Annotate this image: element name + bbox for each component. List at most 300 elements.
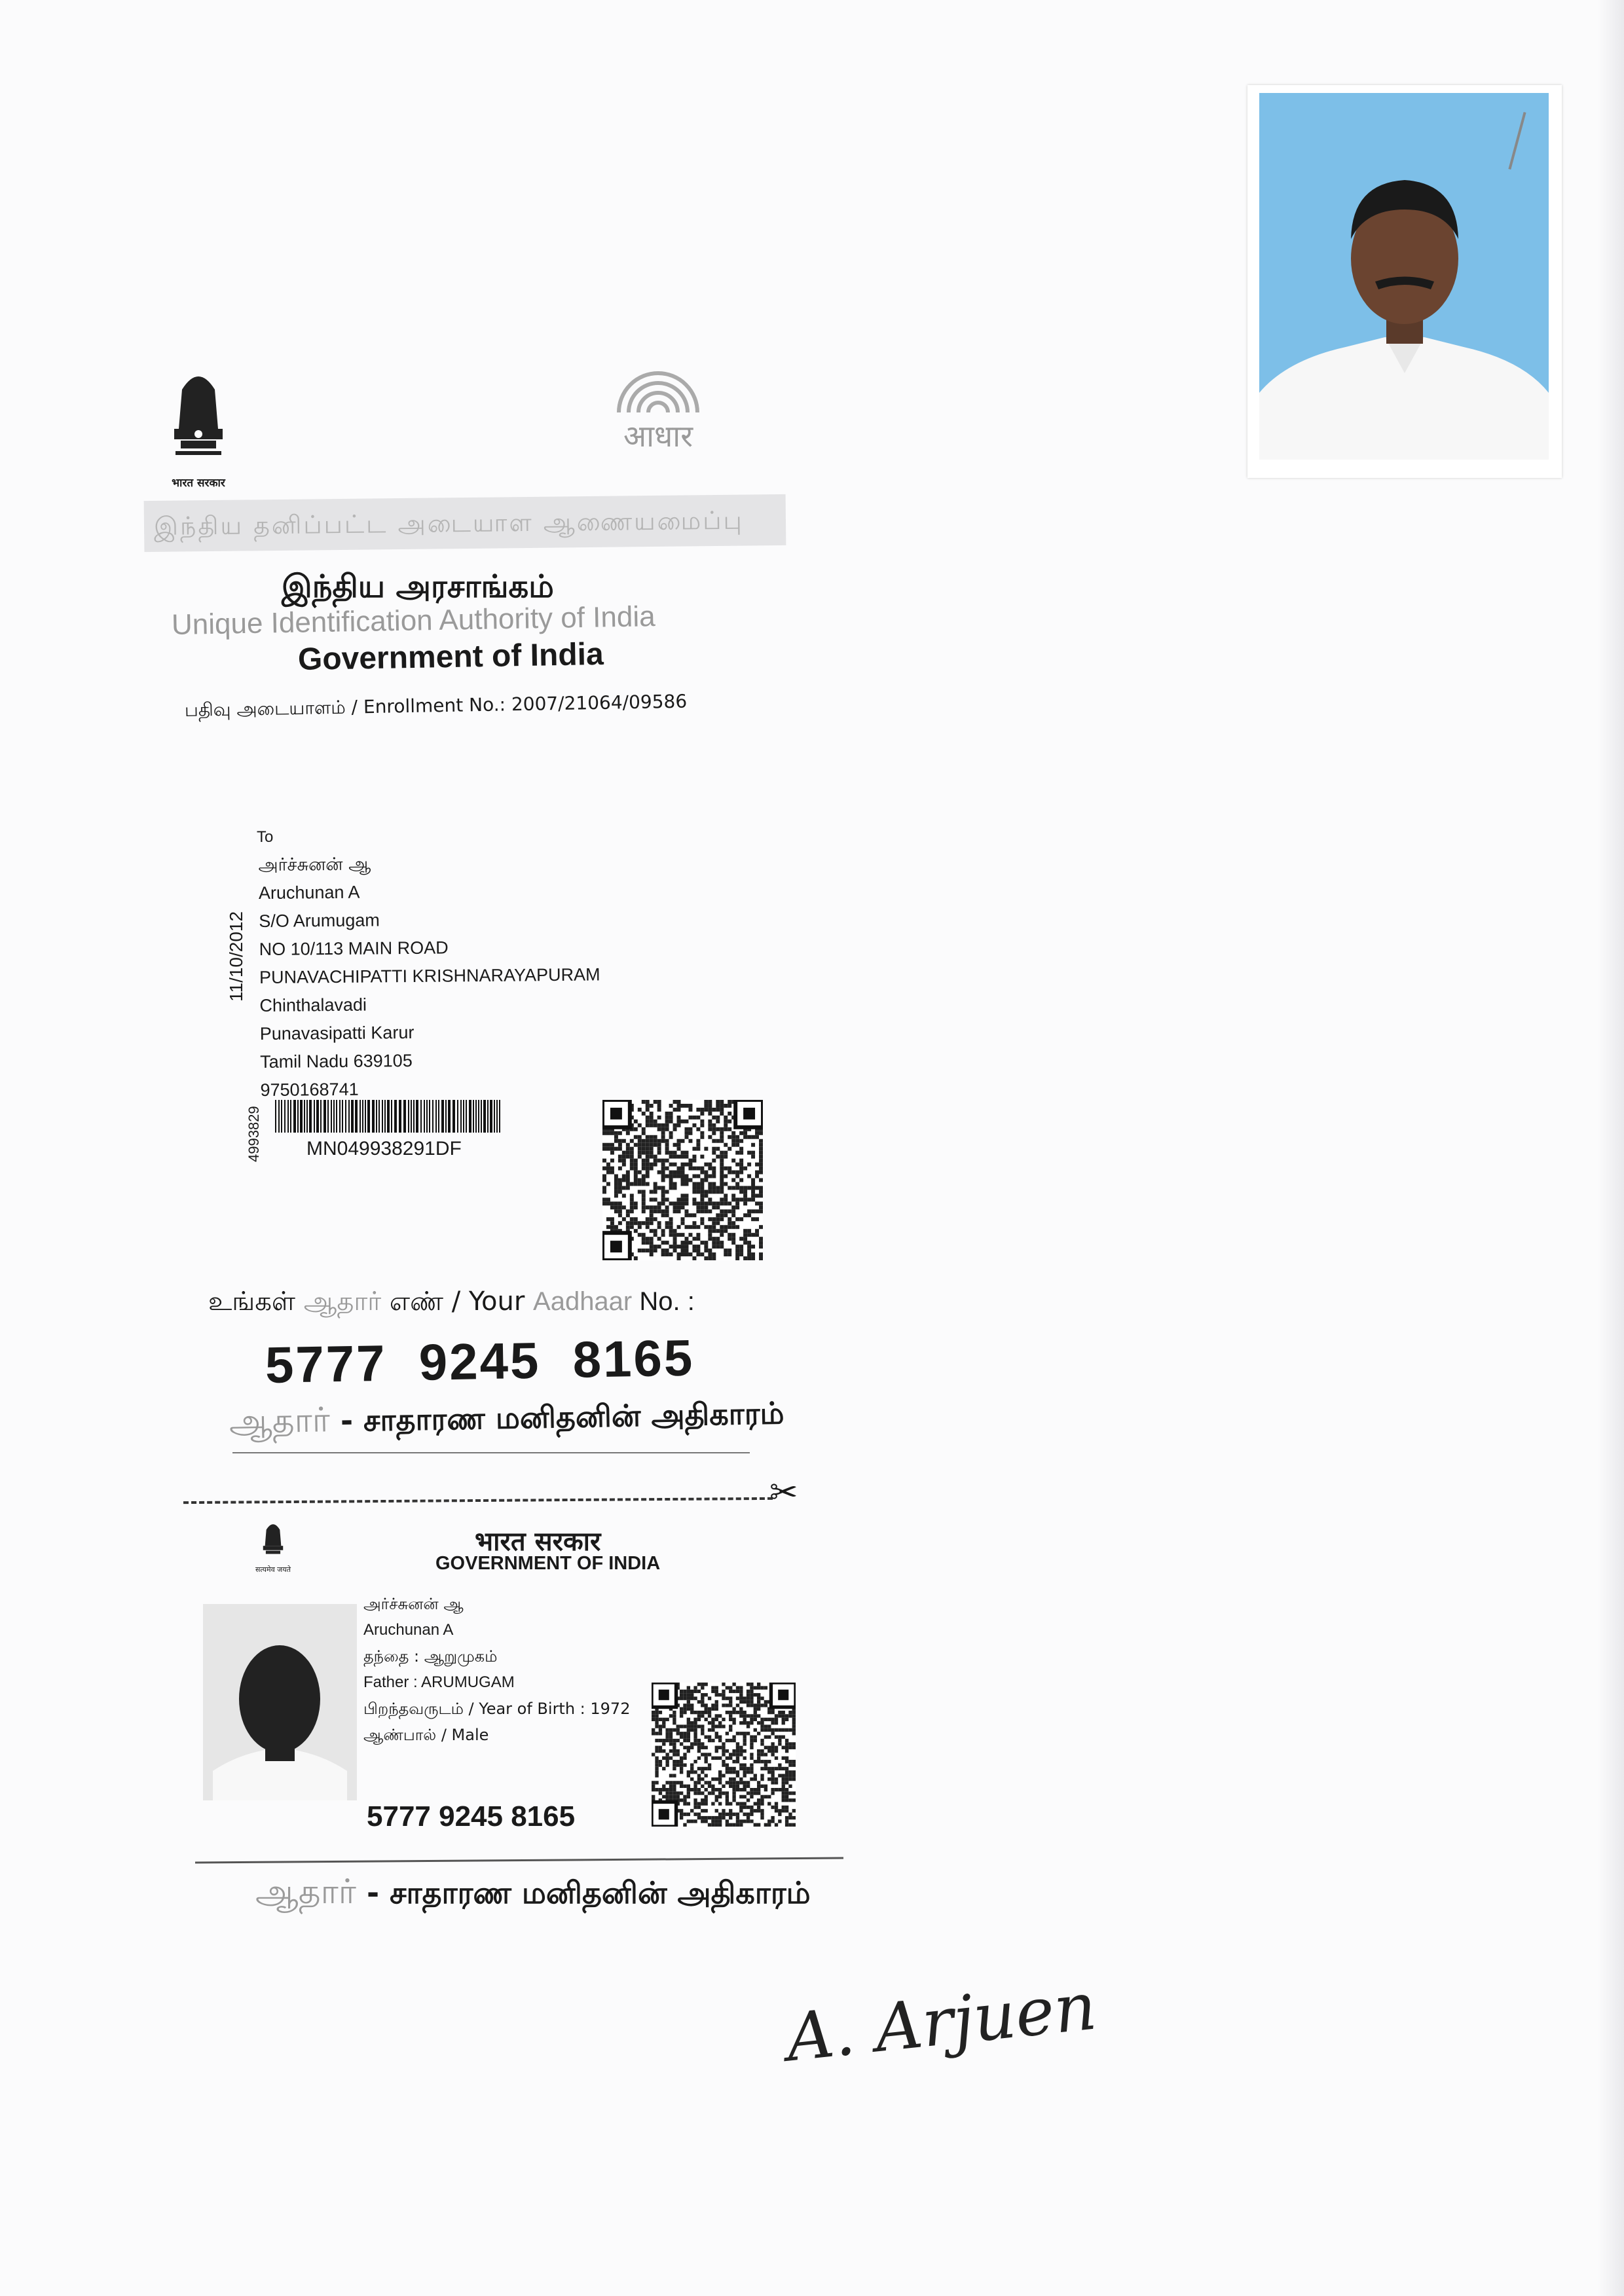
qr-module (704, 1704, 707, 1707)
qr-module (743, 1757, 747, 1760)
qr-module (642, 1112, 646, 1116)
qr-module (673, 1155, 677, 1159)
qr-module (747, 1245, 751, 1248)
qr-module (718, 1693, 722, 1696)
qr-module (729, 1770, 732, 1774)
qr-module (747, 1813, 750, 1816)
qr-module (715, 1700, 718, 1704)
qr-module (690, 1690, 693, 1693)
qr-module (683, 1732, 686, 1735)
qr-module (743, 1732, 747, 1735)
qr-module (665, 1781, 669, 1784)
qr-module (715, 1798, 718, 1802)
qr-module (712, 1123, 716, 1127)
qr-module (690, 1819, 693, 1823)
qr-module (684, 1241, 688, 1245)
barcode-bar (345, 1100, 346, 1133)
qr-module (652, 1753, 655, 1756)
qr-module (743, 1802, 747, 1805)
qr-finder-center (610, 1108, 622, 1120)
qr-module (638, 1155, 642, 1159)
qr-module (726, 1795, 729, 1798)
qr-module (662, 1795, 665, 1798)
qr-module (669, 1163, 673, 1167)
qr-module (630, 1221, 634, 1225)
qr-module (673, 1711, 676, 1714)
qr-module (652, 1785, 655, 1788)
qr-module (673, 1791, 676, 1795)
qr-module (618, 1159, 622, 1163)
qr-module (736, 1785, 739, 1788)
qr-module (683, 1711, 686, 1714)
qr-module (642, 1147, 646, 1151)
qr-module (716, 1201, 720, 1205)
qr-module (690, 1728, 693, 1732)
barcode-bar (490, 1100, 492, 1133)
qr-module (728, 1201, 731, 1205)
qr-module (669, 1151, 673, 1155)
qr-module (715, 1823, 718, 1827)
qr-module (696, 1116, 700, 1120)
barcode-bar (435, 1100, 437, 1133)
qr-module (782, 1757, 785, 1760)
qr-module (708, 1186, 712, 1190)
qr-module (715, 1816, 718, 1819)
barcode-bar (475, 1100, 477, 1133)
qr-module (739, 1245, 743, 1248)
qr-module (708, 1217, 712, 1221)
qr-module (690, 1777, 693, 1781)
qr-module (687, 1770, 690, 1774)
qr-module (792, 1732, 796, 1735)
qr-module (661, 1167, 665, 1171)
qr-module (726, 1686, 729, 1689)
qr-module (755, 1233, 759, 1237)
qr-module (630, 1205, 634, 1209)
qr-module (724, 1182, 728, 1186)
qr-module (606, 1182, 610, 1186)
qr-module (750, 1746, 753, 1749)
qr-module (638, 1248, 642, 1252)
qr-module (724, 1213, 728, 1217)
qr-module (711, 1823, 714, 1827)
address-line: Punavasipatti Karur (259, 1022, 415, 1044)
qr-module (692, 1221, 696, 1225)
qr-module (729, 1711, 732, 1714)
qr-module (634, 1178, 638, 1182)
qr-module (712, 1241, 716, 1245)
qr-module (610, 1143, 614, 1147)
qr-module (622, 1178, 626, 1182)
qr-module (743, 1770, 747, 1774)
qr-module (680, 1791, 683, 1795)
qr-module (697, 1813, 701, 1816)
qr-module (750, 1683, 753, 1686)
qr-module (646, 1205, 650, 1209)
qr-module (778, 1739, 781, 1742)
qr-module (757, 1760, 760, 1763)
qr-module (718, 1777, 722, 1781)
qr-module (677, 1104, 681, 1108)
qr-module (690, 1763, 693, 1766)
qr-module (751, 1217, 755, 1221)
qr-module (638, 1123, 642, 1127)
qr-module (630, 1217, 634, 1221)
barcode-bar (382, 1100, 383, 1133)
qr-module (732, 1798, 735, 1802)
qr-module (782, 1774, 785, 1777)
qr-module (614, 1186, 618, 1190)
qr-module (704, 1753, 707, 1756)
qr-module (767, 1819, 771, 1823)
qr-module (771, 1788, 774, 1791)
qr-module (708, 1201, 712, 1205)
qr-module (735, 1163, 739, 1167)
qr-module (657, 1245, 661, 1248)
qr-module (751, 1190, 755, 1194)
qr-module (708, 1237, 712, 1241)
qr-module (700, 1205, 704, 1209)
qr-module (760, 1753, 764, 1756)
qr-module (669, 1135, 673, 1139)
qr-module (771, 1781, 774, 1784)
barcode-bar (278, 1100, 280, 1133)
qr-module (743, 1700, 747, 1704)
qr-module (642, 1178, 646, 1182)
qr-module (683, 1693, 686, 1696)
qr-module (778, 1711, 781, 1714)
qr-module (642, 1163, 646, 1167)
qr-module (718, 1819, 722, 1823)
qr-module (743, 1767, 747, 1770)
qr-module (747, 1700, 750, 1704)
qr-module (739, 1823, 743, 1827)
qr-module (665, 1190, 669, 1194)
qr-module (690, 1742, 693, 1745)
qr-module (618, 1213, 622, 1217)
qr-module (788, 1760, 792, 1763)
qr-module (750, 1690, 753, 1693)
qr-module (775, 1809, 778, 1812)
qr-module (701, 1819, 704, 1823)
qr-module (739, 1217, 743, 1221)
qr-module (618, 1167, 622, 1171)
qr-module (677, 1197, 681, 1201)
qr-module (650, 1241, 654, 1245)
qr-module (614, 1190, 618, 1194)
qr-module (722, 1683, 725, 1686)
qr-module (724, 1167, 728, 1171)
barcode-bar (320, 1100, 322, 1133)
qr-module (665, 1151, 669, 1155)
qr-module (726, 1732, 729, 1735)
qr-module (778, 1774, 781, 1777)
qr-module (693, 1696, 697, 1700)
qr-module (757, 1696, 760, 1700)
qr-module (654, 1120, 657, 1123)
qr-module (704, 1788, 707, 1791)
qr-module (728, 1252, 731, 1256)
qr-module (681, 1167, 685, 1171)
qr-module (760, 1696, 764, 1700)
qr-module (771, 1753, 774, 1756)
qr-module (683, 1763, 686, 1766)
qr-module (610, 1131, 614, 1135)
qr-module (704, 1735, 707, 1738)
qr-module (673, 1746, 676, 1749)
qr-module (634, 1127, 638, 1131)
qr-module (630, 1139, 634, 1143)
qr-module (747, 1163, 751, 1167)
qr-module (677, 1100, 681, 1104)
qr-module (785, 1806, 788, 1809)
qr-module (696, 1201, 700, 1205)
qr-module (677, 1233, 681, 1237)
qr-module (687, 1795, 690, 1798)
qr-module (767, 1746, 771, 1749)
qr-module (704, 1171, 708, 1175)
barcode-bar (487, 1100, 489, 1133)
qr-module (646, 1123, 650, 1127)
qr-module (718, 1816, 722, 1819)
qr-module (764, 1823, 767, 1827)
qr-module (650, 1104, 654, 1108)
qr-module (669, 1112, 673, 1116)
qr-module (739, 1763, 743, 1766)
qr-module (693, 1742, 697, 1745)
qr-module (729, 1802, 732, 1805)
qr-module (743, 1135, 747, 1139)
qr-module (684, 1197, 688, 1201)
qr-module (692, 1123, 696, 1127)
qr-module (693, 1690, 697, 1693)
qr-module (792, 1721, 796, 1724)
qr-module (700, 1190, 704, 1194)
qr-module (722, 1774, 725, 1777)
qr-module (722, 1746, 725, 1749)
card-emblem (244, 1519, 303, 1575)
qr-module (654, 1233, 657, 1237)
qr-module (729, 1714, 732, 1717)
qr-module (673, 1209, 677, 1213)
qr-module (722, 1791, 725, 1795)
qr-module (757, 1788, 760, 1791)
qr-module (638, 1171, 642, 1175)
qr-module (662, 1749, 665, 1753)
qr-module (634, 1217, 638, 1221)
qr-module (715, 1718, 718, 1721)
barcode-bar (323, 1100, 326, 1133)
qr-module (722, 1693, 725, 1696)
qr-module (696, 1233, 700, 1237)
qr-module (669, 1245, 673, 1248)
qr-module (688, 1225, 692, 1229)
qr-module (602, 1186, 606, 1190)
qr-module (669, 1735, 673, 1738)
qr-module (743, 1131, 747, 1135)
qr-module (771, 1819, 774, 1823)
qr-module (700, 1182, 704, 1186)
qr-module (687, 1696, 690, 1700)
qr-module (697, 1711, 701, 1714)
qr-module (747, 1690, 750, 1693)
qr-module (760, 1813, 764, 1816)
qr-module (684, 1135, 688, 1139)
qr-module (720, 1159, 724, 1163)
qr-module (697, 1802, 701, 1805)
qr-module (657, 1209, 661, 1213)
qr-module (646, 1104, 650, 1108)
qr-module (782, 1788, 785, 1791)
qr-module (743, 1186, 747, 1190)
qr-module (792, 1823, 796, 1827)
qr-module (704, 1816, 707, 1819)
qr-module (704, 1178, 708, 1182)
qr-module (792, 1798, 796, 1802)
qr-module (767, 1802, 771, 1805)
qr-module (743, 1233, 747, 1237)
qr-module (700, 1120, 704, 1123)
qr-module (718, 1795, 722, 1798)
barcode-bar (387, 1100, 390, 1133)
qr-module (687, 1746, 690, 1749)
qr-module (720, 1190, 724, 1194)
your-aadhaar-tamil-2: ஆதார் (303, 1286, 390, 1317)
barcode-bar (355, 1100, 358, 1133)
qr-module (665, 1221, 669, 1225)
qr-finder-center (659, 1809, 669, 1819)
barcode-bar (293, 1100, 296, 1133)
qr-module (755, 1209, 759, 1213)
qr-module (673, 1728, 676, 1732)
qr-module (711, 1785, 714, 1788)
qr-module (750, 1714, 753, 1717)
qr-module (673, 1175, 677, 1178)
qr-module (669, 1131, 673, 1135)
barcode (275, 1100, 504, 1133)
qr-module (701, 1696, 704, 1700)
qr-module (735, 1225, 739, 1229)
qr-module (704, 1707, 707, 1711)
qr-module (722, 1749, 725, 1753)
qr-module (715, 1724, 718, 1728)
qr-module (735, 1201, 739, 1205)
qr-module (687, 1728, 690, 1732)
qr-module (704, 1147, 708, 1151)
qr-module (661, 1171, 665, 1175)
qr-module (618, 1221, 622, 1225)
qr-module (747, 1186, 751, 1190)
qr-module (726, 1767, 729, 1770)
qr-module (704, 1795, 707, 1798)
qr-module (757, 1707, 760, 1711)
qr-module (732, 1788, 735, 1791)
qr-module (673, 1186, 677, 1190)
qr-module (716, 1229, 720, 1233)
qr-module (700, 1241, 704, 1245)
qr-module (732, 1823, 735, 1827)
qr-module (715, 1690, 718, 1693)
qr-module (728, 1135, 731, 1139)
qr-module (700, 1171, 704, 1175)
qr-module (759, 1190, 763, 1194)
qr-module (652, 1718, 655, 1721)
qr-module (680, 1693, 683, 1696)
qr-module (626, 1171, 630, 1175)
qr-module (704, 1746, 707, 1749)
qr-module (754, 1711, 757, 1714)
qr-module (669, 1757, 673, 1760)
qr-module (606, 1143, 610, 1147)
page-edge (1598, 0, 1624, 2296)
qr-module (735, 1197, 739, 1201)
qr-module (720, 1135, 724, 1139)
qr-module (708, 1163, 712, 1167)
qr-module (757, 1781, 760, 1784)
qr-module (764, 1767, 767, 1770)
barcode-bar (384, 1100, 386, 1133)
qr-module (673, 1739, 676, 1742)
qr-module (684, 1104, 688, 1108)
qr-module (693, 1718, 697, 1721)
qr-module (728, 1147, 731, 1151)
qr-module (764, 1760, 767, 1763)
qr-module (693, 1735, 697, 1738)
qr-module (792, 1809, 796, 1812)
qr-module (728, 1171, 731, 1175)
qr-module (767, 1767, 771, 1770)
barcode-bar (365, 1100, 366, 1133)
qr-module (650, 1163, 654, 1167)
qr-module (775, 1781, 778, 1784)
qr-module (676, 1763, 680, 1766)
cut-line (183, 1497, 773, 1504)
qr-module (760, 1802, 764, 1805)
qr-module (677, 1209, 681, 1213)
qr-module (782, 1767, 785, 1770)
qr-module (654, 1197, 657, 1201)
qr-module (732, 1749, 735, 1753)
qr-module (704, 1205, 708, 1209)
qr-module (759, 1131, 763, 1135)
qr-module (634, 1163, 638, 1167)
qr-module (626, 1143, 630, 1147)
qr-module (785, 1742, 788, 1745)
qr-module (701, 1753, 704, 1756)
card-line: அர்ச்சுனன் ஆ (363, 1595, 464, 1613)
qr-module (760, 1777, 764, 1781)
qr-module (626, 1225, 630, 1229)
qr-module (626, 1209, 630, 1213)
aadhaar-number: 5777 9245 8165 (265, 1328, 695, 1394)
qr-module (792, 1711, 796, 1714)
qr-module (754, 1774, 757, 1777)
qr-module (767, 1770, 771, 1774)
qr-module (610, 1147, 614, 1151)
qr-module (669, 1182, 673, 1186)
qr-module (759, 1225, 763, 1229)
qr-module (642, 1159, 646, 1163)
side-date: 11/10/2012 (226, 911, 246, 1002)
qr-module (634, 1256, 638, 1260)
qr-module (673, 1182, 677, 1186)
qr-module (747, 1732, 750, 1735)
qr-module (681, 1151, 685, 1155)
qr-module (657, 1116, 661, 1120)
qr-module (731, 1221, 735, 1225)
qr-module (724, 1104, 728, 1108)
aadhaar-logo-text: आधार (623, 418, 693, 454)
